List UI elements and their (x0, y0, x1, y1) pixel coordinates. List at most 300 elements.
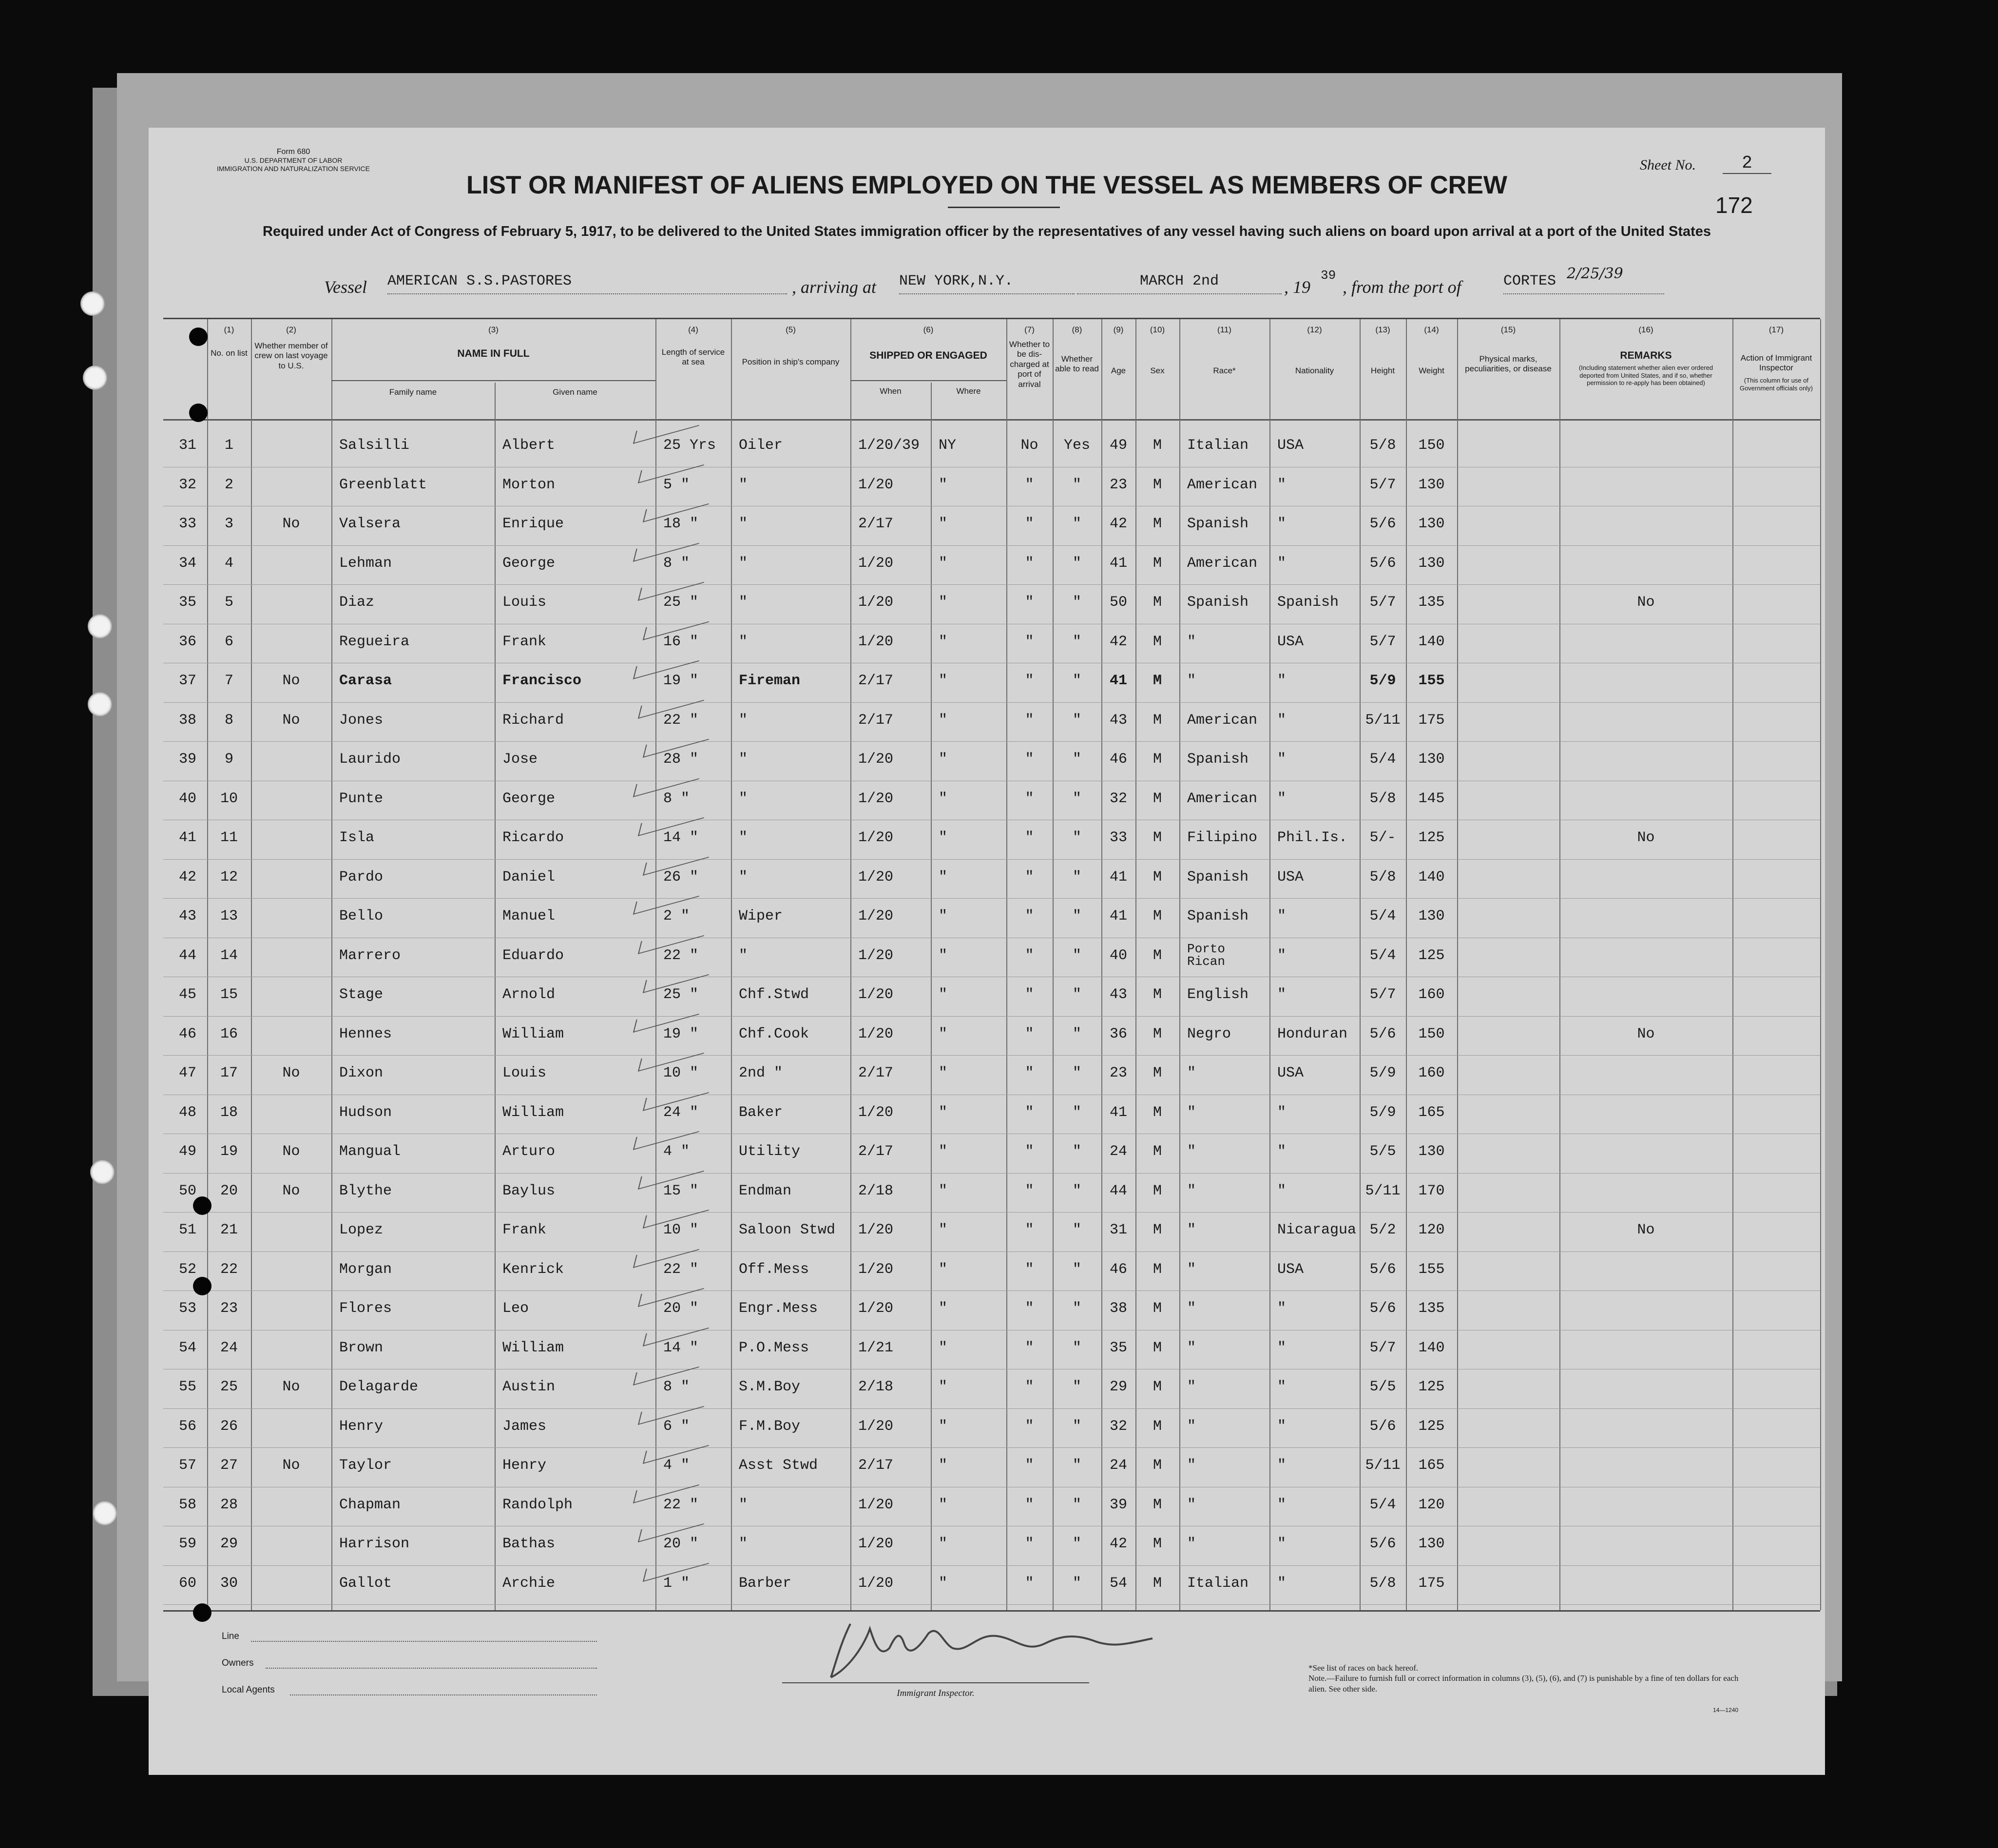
footer-agents-blank (290, 1694, 597, 1695)
cell-age: 38 (1109, 1300, 1127, 1317)
cell-dis: " (1025, 1496, 1034, 1513)
cell-family: Henry (339, 1418, 384, 1435)
cell-race: Porto Rican (1187, 941, 1226, 969)
table-column-rule (1101, 319, 1102, 1610)
cell-where: " (939, 1222, 948, 1238)
arrival-date: MARCH 2nd (1077, 273, 1282, 294)
name-header-rule (331, 380, 655, 381)
cell-position: Saloon Stwd (739, 1222, 836, 1238)
cell-family: Mangual (339, 1143, 401, 1160)
cell-race: " (1187, 1300, 1196, 1317)
cell-race: " (1187, 1379, 1196, 1395)
table-row-rule (163, 1055, 1820, 1056)
cell-position: " (739, 790, 748, 807)
table-row-rule (163, 1565, 1820, 1566)
cell-line: 44 (178, 947, 196, 964)
cell-family: Greenblatt (339, 476, 427, 493)
cell-nat: Nicaragua (1277, 1222, 1357, 1238)
inspector-signature (821, 1614, 1162, 1682)
cell-prev: No (282, 1065, 300, 1081)
cell-race: Filipino (1187, 829, 1258, 846)
cell-weight: 140 (1418, 868, 1445, 886)
table-row-rule (163, 1447, 1820, 1448)
cell-dis: " (1025, 1418, 1034, 1435)
cell-race: " (1187, 1143, 1196, 1160)
cell-nat: " (1277, 555, 1287, 572)
cell-dis: " (1025, 712, 1034, 729)
cell-position: F.M.Boy (739, 1418, 801, 1435)
cell-sex: M (1153, 908, 1162, 924)
from-port-date: 2/25/39 (1567, 265, 1623, 282)
cell-when: 2/17 (858, 1143, 894, 1160)
cell-age: 23 (1109, 476, 1127, 493)
table-row-rule (163, 1016, 1820, 1017)
cell-nat: " (1277, 908, 1287, 924)
cell-nat: Spanish (1277, 594, 1339, 611)
cell-dis: " (1025, 1025, 1034, 1042)
cell-family: Brown (339, 1339, 384, 1356)
punch-dot (193, 1603, 211, 1622)
cell-given: William (502, 1339, 564, 1356)
cell-age: 43 (1109, 986, 1127, 1003)
cell-read: " (1072, 1143, 1081, 1160)
arriving-label: , arriving at (792, 277, 877, 297)
cell-read: " (1072, 555, 1081, 572)
cell-weight: 135 (1418, 594, 1445, 611)
cell-sex: M (1153, 673, 1162, 689)
cell-given: Morton (502, 476, 556, 493)
cell-family: Valsera (339, 516, 401, 532)
column-number: (3) (488, 325, 499, 334)
punch-dot (189, 404, 208, 422)
footer-line-blank (251, 1641, 597, 1642)
cell-line: 58 (178, 1496, 196, 1513)
cell-height: 5/4 (1369, 908, 1396, 924)
cell-weight: 125 (1418, 1379, 1445, 1395)
cell-given: Albert (502, 437, 556, 454)
cell-dis: " (1025, 1575, 1034, 1592)
cell-line: 49 (178, 1143, 196, 1160)
footer-line-label: Line (222, 1631, 239, 1641)
sheet-number: 2 (1723, 153, 1771, 174)
cell-where: " (939, 673, 948, 689)
cell-line: 41 (178, 829, 196, 846)
cell-where: " (939, 986, 948, 1003)
cell-dis: " (1025, 829, 1034, 846)
cell-sex: M (1153, 1418, 1162, 1435)
cell-weight: 150 (1418, 1025, 1445, 1042)
cell-sex: M (1153, 1575, 1162, 1592)
cell-weight: 175 (1418, 1575, 1445, 1592)
cell-height: 5/4 (1369, 751, 1396, 768)
cell-service: 6 " (663, 1418, 690, 1435)
cell-dis: " (1025, 1143, 1034, 1160)
cell-family: Lehman (339, 555, 392, 572)
cell-service: 25 " (663, 986, 699, 1003)
table-row-rule (163, 1290, 1820, 1291)
cell-no: 2 (224, 476, 233, 493)
header-race: Race* (1213, 366, 1236, 375)
cell-family: Blythe (339, 1182, 392, 1199)
cell-position: " (739, 712, 748, 729)
cell-line: 39 (178, 751, 196, 768)
cell-where: " (939, 1379, 948, 1395)
cell-family: Pardo (339, 868, 384, 886)
cell-read: " (1072, 1457, 1081, 1474)
footer-agents-label: Local Agents (222, 1685, 275, 1695)
cell-line: 40 (178, 790, 196, 807)
cell-dis: " (1025, 986, 1034, 1003)
cell-when: 2/17 (858, 673, 894, 689)
cell-race: " (1187, 1065, 1196, 1081)
cell-race: American (1187, 712, 1258, 729)
cell-read: " (1072, 673, 1081, 689)
cell-family: Chapman (339, 1496, 401, 1513)
cell-nat: " (1277, 476, 1287, 493)
cell-given: Arturo (502, 1143, 556, 1160)
cell-nat: " (1277, 516, 1287, 532)
cell-age: 44 (1109, 1182, 1127, 1199)
cell-dis: " (1025, 947, 1034, 964)
from-port-label: , from the port of (1343, 277, 1461, 297)
cell-age: 39 (1109, 1496, 1127, 1513)
table-column-rule (850, 319, 851, 1610)
cell-remarks: No (1637, 594, 1655, 611)
cell-age: 42 (1109, 1536, 1127, 1552)
cell-given: Bathas (502, 1536, 556, 1552)
cell-where: " (939, 908, 948, 924)
cell-weight: 120 (1418, 1222, 1445, 1238)
cell-family: Regueira (339, 633, 410, 650)
vessel-name: AMERICAN S.S.PASTORES (387, 273, 787, 294)
cell-race: " (1187, 1261, 1196, 1278)
cell-service: 5 " (663, 476, 690, 493)
cell-weight: 155 (1418, 673, 1445, 689)
header-physical-marks: Physical marks, peculiarities, or disease (1465, 354, 1552, 374)
cell-remarks: No (1637, 1222, 1655, 1238)
cell-nat: " (1277, 751, 1287, 768)
cell-line: 36 (178, 633, 196, 650)
year-prefix: , 19 (1284, 277, 1310, 297)
cell-weight: 155 (1418, 1261, 1445, 1278)
cell-sex: M (1153, 1339, 1162, 1356)
cell-read: " (1072, 516, 1081, 532)
cell-no: 5 (224, 594, 233, 611)
column-number: (8) (1072, 325, 1082, 334)
cell-where: " (939, 594, 948, 611)
cell-height: 5/7 (1369, 476, 1396, 493)
cell-when: 2/17 (858, 1065, 894, 1081)
cell-no: 30 (220, 1575, 238, 1592)
cell-position: Engr.Mess (739, 1300, 818, 1317)
cell-height: 5/11 (1365, 1457, 1401, 1474)
cell-family: Laurido (339, 751, 401, 768)
cell-read: " (1072, 829, 1081, 846)
cell-no: 3 (224, 516, 233, 532)
cell-dis: " (1025, 1104, 1034, 1121)
header-nationality: Nationality (1295, 366, 1334, 375)
cell-race: " (1187, 1339, 1196, 1356)
cell-line: 33 (178, 516, 196, 532)
cell-age: 35 (1109, 1339, 1127, 1356)
table-column-rule (1406, 319, 1407, 1610)
binder-hole (83, 366, 107, 390)
table-column-rule (1559, 319, 1560, 1610)
cell-read: " (1072, 1104, 1081, 1121)
header-remarks-note: (Including statement whether alien ever ordered deported from United States, and if so, whether permission to re-apply has been obtained) (1578, 364, 1713, 387)
cell-position: P.O.Mess (739, 1339, 809, 1356)
column-number: (7) (1024, 325, 1035, 334)
cell-weight: 145 (1418, 790, 1445, 807)
cell-no: 21 (220, 1222, 238, 1238)
cell-no: 6 (224, 633, 233, 650)
cell-sex: M (1153, 1379, 1162, 1395)
form-number: Form 680 (276, 148, 310, 156)
cell-when: 1/20 (858, 1575, 894, 1592)
cell-no: 7 (224, 673, 233, 689)
cell-service: 19 " (663, 1025, 699, 1042)
cell-position: Barber (739, 1575, 792, 1592)
cell-given: Randolph (502, 1496, 573, 1513)
cell-no: 27 (220, 1457, 238, 1474)
arrival-port: NEW YORK,N.Y. (899, 273, 1075, 294)
cell-age: 42 (1109, 633, 1127, 650)
cell-family: Dixon (339, 1065, 384, 1081)
header-age: Age (1111, 366, 1126, 375)
cell-weight: 135 (1418, 1300, 1445, 1317)
cell-service: 24 " (663, 1104, 699, 1121)
cell-given: Baylus (502, 1182, 556, 1199)
cell-line: 55 (178, 1379, 196, 1395)
cell-nat: " (1277, 1379, 1287, 1395)
footer-owners-label: Owners (222, 1658, 254, 1668)
binder-hole (88, 692, 112, 716)
cell-family: Hudson (339, 1104, 392, 1121)
cell-height: 5/9 (1369, 1104, 1396, 1121)
cell-service: 8 " (663, 1379, 690, 1395)
cell-where: " (939, 712, 948, 729)
cell-when: 1/20 (858, 1536, 894, 1552)
cell-nat: " (1277, 986, 1287, 1003)
cell-nat: " (1277, 712, 1287, 729)
cell-prev: No (282, 1182, 300, 1199)
cell-line: 38 (178, 712, 196, 729)
cell-dis: " (1025, 516, 1034, 532)
cell-height: 5/9 (1369, 673, 1396, 689)
cell-sex: M (1153, 594, 1162, 611)
footer-note (1308, 1663, 1747, 1694)
header-remarks: REMARKS (1620, 350, 1672, 361)
cell-service: 10 " (663, 1065, 699, 1081)
cell-service: 22 " (663, 1496, 699, 1513)
cell-service: 25 Yrs (663, 437, 716, 454)
cell-dis: " (1025, 1182, 1034, 1199)
cell-family: Isla (339, 829, 375, 846)
cell-when: 1/21 (858, 1339, 894, 1356)
cell-position: Asst Stwd (739, 1457, 818, 1474)
cell-dis: " (1025, 476, 1034, 493)
cell-read: " (1072, 751, 1081, 768)
cell-service: 1 " (663, 1575, 690, 1592)
cell-service: 22 " (663, 947, 699, 964)
cell-where: " (939, 1025, 948, 1042)
cell-race: Spanish (1187, 908, 1249, 924)
cell-sex: M (1153, 1104, 1162, 1121)
cell-sex: M (1153, 986, 1162, 1003)
cell-height: 5/7 (1369, 986, 1396, 1003)
cell-given: Daniel (502, 868, 556, 886)
cell-height: 5/- (1369, 829, 1396, 846)
cell-line: 50 (178, 1182, 196, 1199)
form-identifier (217, 147, 370, 173)
cell-family: Bello (339, 908, 384, 924)
table-column-rule (251, 319, 252, 1610)
header-action-note: (This column for use of Government officials only) (1739, 377, 1813, 392)
cell-weight: 130 (1418, 1143, 1445, 1160)
sheet-label: Sheet No. (1640, 157, 1696, 173)
cell-weight: 160 (1418, 1065, 1445, 1081)
cell-when: 1/20 (858, 1300, 894, 1317)
column-number: (1) (224, 325, 234, 334)
cell-nat: USA (1277, 1065, 1304, 1081)
cell-position: " (739, 751, 748, 768)
cell-age: 41 (1109, 908, 1127, 924)
cell-given: Eduardo (502, 947, 564, 964)
cell-when: 1/20 (858, 1418, 894, 1435)
cell-when: 1/20 (858, 555, 894, 572)
cell-read: Yes (1063, 437, 1090, 454)
column-number: (17) (1768, 325, 1784, 334)
binder-hole (80, 291, 105, 316)
cell-nat: " (1277, 1496, 1287, 1513)
cell-sex: M (1153, 712, 1162, 729)
cell-sex: M (1153, 1536, 1162, 1552)
cell-given: Austin (502, 1379, 556, 1395)
cell-race: English (1187, 986, 1249, 1003)
cell-when: 1/20 (858, 790, 894, 807)
table-column-rule (1053, 319, 1054, 1610)
column-number: (15) (1500, 325, 1516, 334)
cell-family: Delagarde (339, 1379, 419, 1395)
cell-when: 1/20/39 (858, 437, 920, 454)
cell-height: 5/9 (1369, 1065, 1396, 1081)
cell-read: " (1072, 947, 1081, 964)
cell-position: Endman (739, 1182, 792, 1199)
cell-sex: M (1153, 437, 1162, 454)
cell-age: 42 (1109, 516, 1127, 532)
cell-family: Taylor (339, 1457, 392, 1474)
cell-weight: 170 (1418, 1182, 1445, 1199)
cell-age: 43 (1109, 712, 1127, 729)
cell-sex: M (1153, 751, 1162, 768)
page-subtitle: Required under Act of Congress of February 5, 1917, to be delivered to the United States immigration officer by the representatives of any vessel having such aliens on board upon arrival at a port of the United States (262, 224, 1711, 239)
cell-where: " (939, 947, 948, 964)
cell-weight: 125 (1418, 829, 1445, 846)
cell-dis: " (1025, 751, 1034, 768)
cell-family: Hennes (339, 1025, 392, 1042)
cell-age: 29 (1109, 1379, 1127, 1395)
cell-age: 23 (1109, 1065, 1127, 1081)
cell-dis: " (1025, 908, 1034, 924)
cell-position: " (739, 555, 748, 572)
cell-position: S.M.Boy (739, 1379, 801, 1395)
cell-position: Utility (739, 1143, 801, 1160)
crew-table (163, 318, 1820, 1612)
cell-given: George (502, 790, 556, 807)
cell-nat: " (1277, 1339, 1287, 1356)
cell-sex: M (1153, 868, 1162, 886)
cell-where: " (939, 555, 948, 572)
cell-where: " (939, 1536, 948, 1552)
cell-service: 8 " (663, 790, 690, 807)
cell-nat: " (1277, 1418, 1287, 1435)
header-discharged: Whether to be dis-charged at port of arrival (1009, 340, 1050, 389)
cell-read: " (1072, 1496, 1081, 1513)
cell-when: 2/17 (858, 516, 894, 532)
cell-given: Frank (502, 633, 547, 650)
cell-where: " (939, 1418, 948, 1435)
cell-line: 43 (178, 908, 196, 924)
cell-weight: 130 (1418, 476, 1445, 493)
cell-read: " (1072, 1065, 1081, 1081)
cell-nat: USA (1277, 1261, 1304, 1278)
cell-service: 20 " (663, 1300, 699, 1317)
header-when: When (880, 386, 902, 396)
cell-position: Off.Mess (739, 1261, 809, 1278)
cell-dis: " (1025, 633, 1034, 650)
cell-service: 18 " (663, 516, 699, 532)
table-column-rule (207, 319, 208, 1610)
cell-given: Manuel (502, 908, 556, 924)
cell-read: " (1072, 908, 1081, 924)
column-number: (10) (1150, 325, 1165, 334)
cell-remarks: No (1637, 1025, 1655, 1042)
table-column-rule (331, 319, 332, 1610)
cell-weight: 130 (1418, 516, 1445, 532)
column-number: (16) (1638, 325, 1653, 334)
table-column-rule (1135, 319, 1136, 1610)
table-row-rule (163, 741, 1820, 742)
table-row-rule (163, 584, 1820, 585)
cell-no: 17 (220, 1065, 238, 1081)
cell-family: Jones (339, 712, 384, 729)
cell-read: " (1072, 1339, 1081, 1356)
cell-weight: 150 (1418, 437, 1445, 454)
column-number: (14) (1424, 325, 1439, 334)
cell-no: 18 (220, 1104, 238, 1121)
cell-given: James (502, 1418, 547, 1435)
cell-position: " (739, 1496, 748, 1513)
header-no-on-list: No. on list (211, 348, 248, 358)
cell-given: Enrique (502, 516, 564, 532)
header-able-read: Whether able to read (1055, 354, 1099, 374)
cell-race: Italian (1187, 437, 1249, 454)
cell-when: 1/20 (858, 1222, 894, 1238)
cell-race: " (1187, 1222, 1196, 1238)
cell-age: 36 (1109, 1025, 1127, 1042)
cell-service: 14 " (663, 1339, 699, 1356)
cell-read: " (1072, 1300, 1081, 1317)
cell-no: 4 (224, 555, 233, 572)
page-number: 172 (1715, 192, 1753, 218)
column-number: (2) (286, 325, 296, 334)
cell-height: 5/4 (1369, 1496, 1396, 1513)
cell-line: 53 (178, 1300, 196, 1317)
cell-line: 60 (178, 1575, 196, 1592)
inspector-signature-line (782, 1682, 1089, 1683)
cell-where: " (939, 1575, 948, 1592)
cell-height: 5/8 (1369, 437, 1396, 454)
